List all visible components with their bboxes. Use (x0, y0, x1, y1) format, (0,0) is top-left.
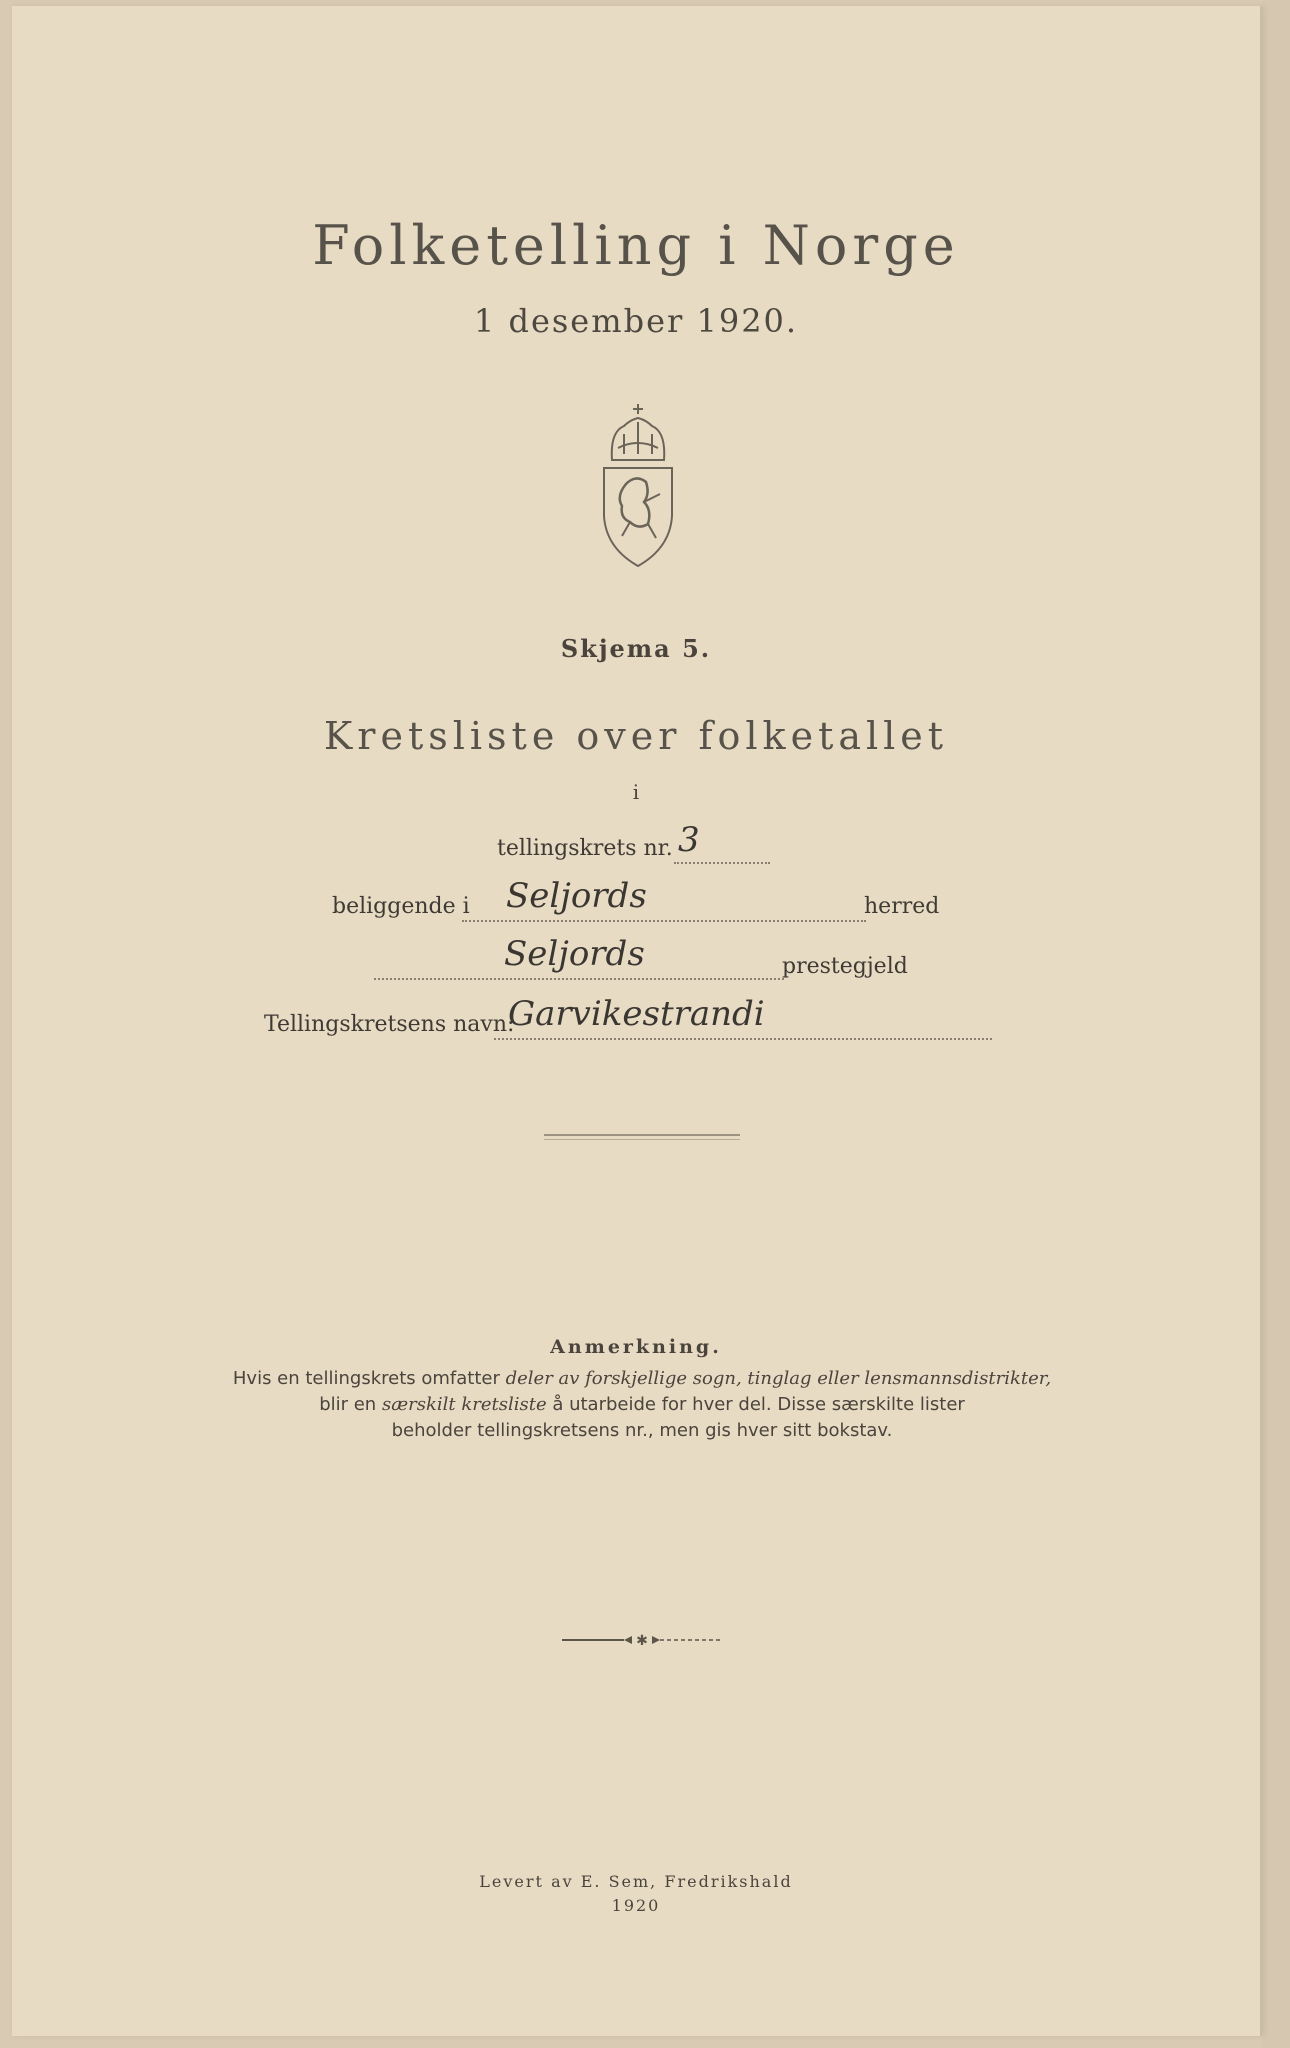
navn-line (494, 1038, 992, 1040)
note-line-1 (222, 1366, 1062, 1392)
note-heading: Anmerkning. (550, 1336, 722, 1358)
note-line-3: beholder tellingskretsens nr., men gis hver sitt bokstav. (391, 1420, 893, 1441)
printer-credit: Levert av E. Sem, Fredrikshald (479, 1872, 793, 1891)
schema-number: Skjema 5. (560, 634, 712, 663)
svg-text:✱: ✱ (636, 1633, 648, 1648)
page-edge (1262, 0, 1290, 2048)
note-line-1-em: deler av forskjellige sogn, tinglag eller lensmannsdistrikter, (505, 1368, 1052, 1389)
note-line-2-a: blir en (319, 1394, 382, 1415)
tellingskrets-line (674, 862, 770, 864)
list-heading: Kretsliste over folketallet (323, 714, 949, 758)
divider-rule-thin (544, 1139, 740, 1140)
navn-value: Garvikestrandi (508, 994, 765, 1034)
prestegjeld-label: prestegjeld (782, 954, 908, 979)
census-form-page (12, 6, 1262, 2036)
divider-rule (544, 1134, 740, 1136)
navn-label: Tellingskretsens navn: (264, 1012, 515, 1037)
note-text (222, 1366, 1062, 1444)
connector-word: i (632, 780, 640, 804)
herred-label: herred (864, 894, 940, 919)
coat-of-arms-icon (590, 398, 686, 570)
ornament-divider-icon (562, 1632, 722, 1648)
note-line-2-b: å utarbeide for hver del. Disse særskilte lister (546, 1394, 965, 1415)
note-line-2 (222, 1392, 1062, 1418)
prestegjeld-value: Seljords (504, 934, 645, 974)
form-title: Folketelling i Norge (312, 214, 960, 277)
tellingskrets-value: 3 (678, 820, 700, 860)
form-date: 1 desember 1920. (473, 302, 799, 340)
beliggende-value: Seljords (506, 876, 647, 916)
beliggende-label: beliggende i (332, 894, 470, 919)
tellingskrets-label: tellingskrets nr. (497, 836, 673, 861)
note-line-1-a: Hvis en tellingskrets omfatter (232, 1368, 506, 1389)
note-line-2-em: særskilt kretsliste (381, 1394, 547, 1415)
beliggende-line (462, 920, 866, 922)
printer-year: 1920 (611, 1896, 661, 1915)
prestegjeld-line (374, 978, 784, 980)
